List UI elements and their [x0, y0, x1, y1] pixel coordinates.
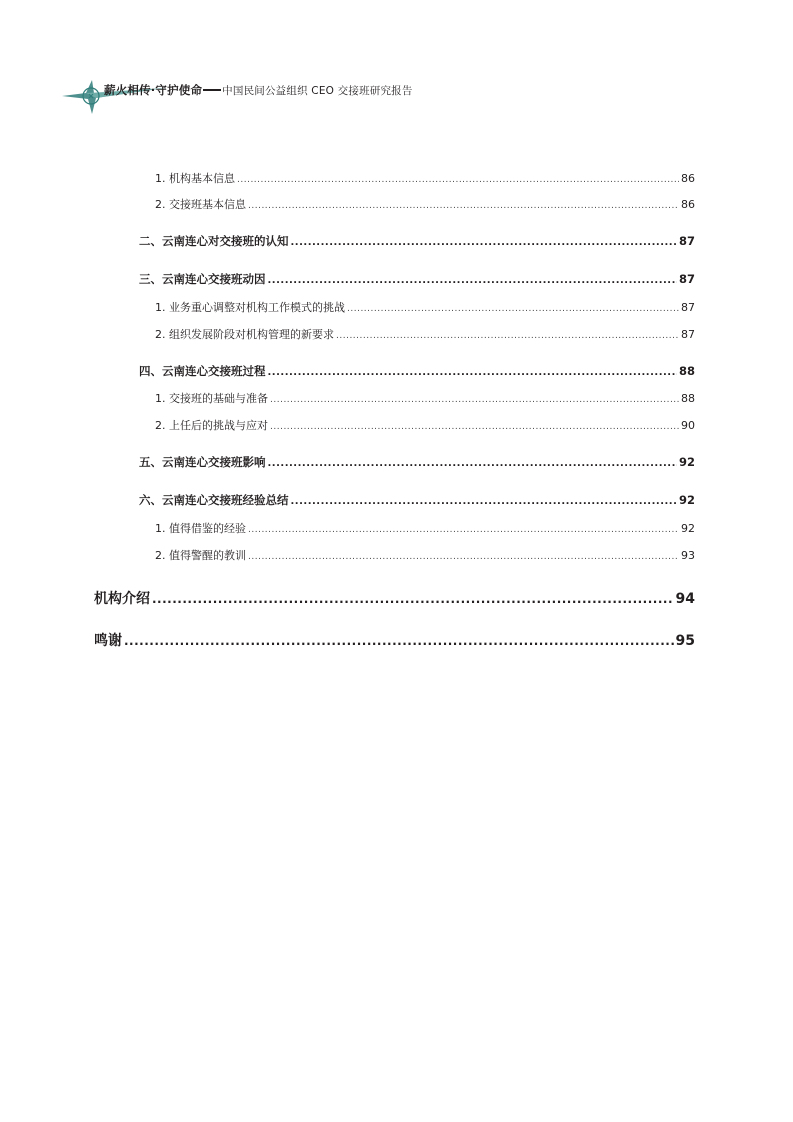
header-title-bold: 薪火相传·守护使命	[104, 83, 203, 97]
header-subtitle: 中国民间公益组织 CEO 交接班研究报告	[222, 85, 413, 97]
toc-leader-dots	[270, 395, 679, 405]
toc-leader-dots	[237, 175, 679, 185]
toc-entry-page: 87	[678, 272, 695, 286]
toc-entry-page: 86	[681, 172, 695, 185]
toc-leader-dots	[124, 634, 674, 648]
toc-leader-dots	[248, 201, 679, 211]
toc-entry[interactable]	[155, 196, 695, 212]
toc-leader-dots	[268, 367, 677, 378]
toc-leader-dots	[347, 304, 679, 314]
toc-entry-label: 鸣谢	[94, 633, 122, 649]
toc-entry-label: 2. 交接班基本信息	[155, 198, 246, 211]
toc-entry[interactable]	[155, 520, 695, 536]
toc-entry-page: 87	[678, 234, 695, 248]
toc-entry-label: 1. 值得借鉴的经验	[155, 522, 246, 535]
page-header	[60, 74, 480, 118]
toc-entry-page: 88	[678, 364, 695, 378]
toc-entry-label: 2. 值得警醒的教训	[155, 549, 246, 562]
toc-entry-page: 93	[681, 549, 695, 562]
toc-entry[interactable]	[155, 547, 695, 563]
toc-entry-label: 2. 上任后的挑战与应对	[155, 419, 268, 432]
header-dash	[203, 89, 221, 91]
toc-entry-label: 六、云南连心交接班经验总结	[139, 493, 289, 507]
toc-entry[interactable]	[94, 588, 695, 608]
toc-entry-page: 87	[681, 328, 695, 341]
toc-entry-label: 1. 业务重心调整对机构工作模式的挑战	[155, 301, 345, 314]
toc-entry-label: 1. 交接班的基础与准备	[155, 392, 268, 405]
toc-entry[interactable]	[155, 299, 695, 315]
toc-entry[interactable]	[155, 326, 695, 342]
toc-entry-page: 90	[681, 419, 695, 432]
toc-entry-page: 92	[681, 522, 695, 535]
toc-entry[interactable]	[139, 271, 695, 287]
toc-entry[interactable]	[155, 417, 695, 433]
toc-entry-page: 87	[681, 301, 695, 314]
toc-entry-label: 机构介绍	[94, 591, 150, 607]
toc-entry-page: 88	[681, 392, 695, 405]
toc-entry-page: 92	[678, 493, 695, 507]
toc-entry[interactable]	[139, 363, 695, 379]
toc-entry-label: 1. 机构基本信息	[155, 172, 235, 185]
toc-leader-dots	[291, 237, 677, 248]
header-title	[104, 82, 413, 98]
toc-entry-label: 2. 组织发展阶段对机构管理的新要求	[155, 328, 334, 341]
toc-entry-label: 五、云南连心交接班影响	[139, 455, 266, 469]
toc-entry-label: 三、云南连心交接班动因	[139, 272, 266, 286]
toc-entry[interactable]	[139, 454, 695, 470]
toc-leader-dots	[248, 552, 679, 562]
toc-entry[interactable]	[155, 170, 695, 186]
toc-entry[interactable]	[139, 492, 695, 508]
toc-entry-label: 四、云南连心交接班过程	[139, 364, 266, 378]
toc-entry-page: 95	[675, 633, 695, 649]
toc-entry[interactable]	[94, 630, 695, 650]
toc-entry[interactable]	[155, 390, 695, 406]
toc-leader-dots	[291, 496, 677, 507]
toc-entry-page: 86	[681, 198, 695, 211]
toc-leader-dots	[268, 458, 677, 469]
toc-entry-page: 94	[675, 591, 695, 607]
toc-entry-page: 92	[678, 455, 695, 469]
toc-entry[interactable]	[139, 233, 695, 249]
toc-leader-dots	[270, 422, 679, 432]
toc-leader-dots	[336, 331, 679, 341]
toc-leader-dots	[152, 592, 674, 606]
toc-leader-dots	[248, 525, 679, 535]
toc-entry-label: 二、云南连心对交接班的认知	[139, 234, 289, 248]
toc-leader-dots	[268, 275, 677, 286]
